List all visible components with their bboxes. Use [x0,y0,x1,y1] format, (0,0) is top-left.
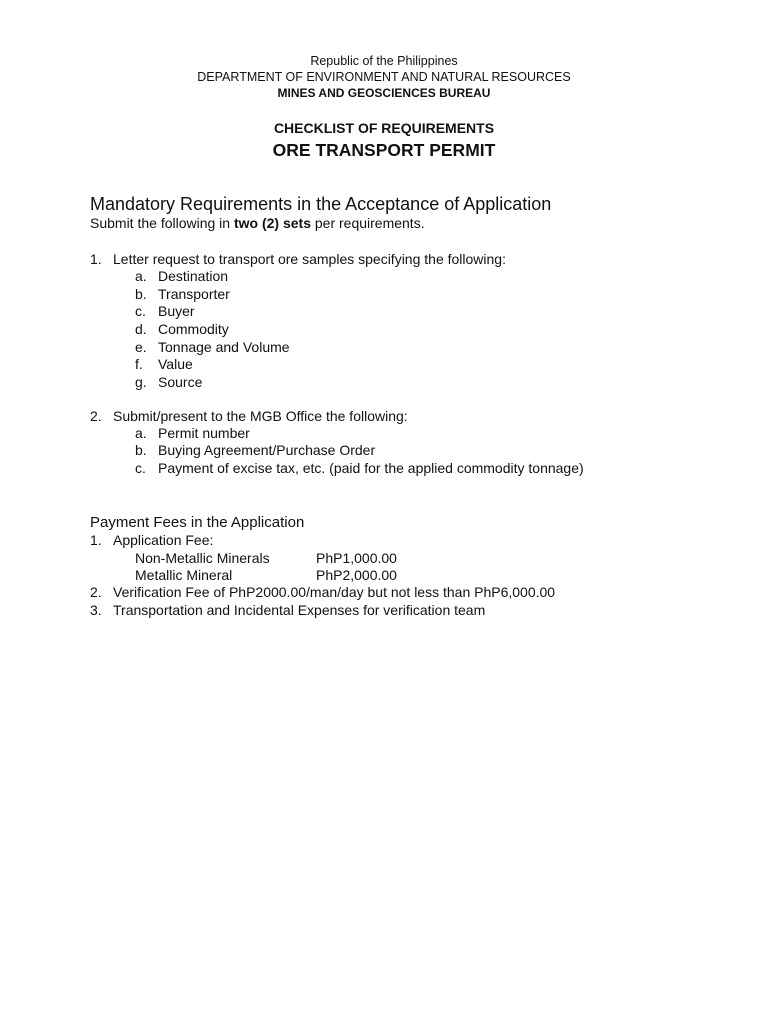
payment-item-1-text: Application Fee: [113,532,214,548]
list-item: Permit number [158,425,250,441]
mandatory-section-title: Mandatory Requirements in the Acceptance of Application [90,194,552,214]
req-item-2-text: Submit/present to the MGB Office the following: [113,408,408,424]
req-item-1-number: 1. [90,251,102,267]
list-item-letter: a. [135,268,147,284]
payment-item-2-text: Verification Fee of PhP2000.00/man/day but not less than PhP6,000.00 [113,584,556,600]
intro-prefix: Submit the following in [90,215,234,231]
list-item-letter: e. [135,339,147,355]
list-item-letter: c. [135,303,146,319]
intro-suffix: per requirements. [310,215,425,231]
list-item: Source [158,374,203,390]
mandatory-intro [90,215,425,233]
list-item-letter: d. [135,321,147,337]
payment-item-3-text: Transportation and Incidental Expenses for verification team [113,602,486,618]
list-item: Commodity [158,321,229,337]
permit-title: ORE TRANSPORT PERMIT [272,140,496,160]
list-item: Tonnage and Volume [158,339,290,355]
fee-amount-non-metallic: PhP1,000.00 [316,550,397,566]
list-item-letter: b. [135,286,147,302]
list-item-letter: c. [135,460,146,476]
list-item-letter: b. [135,442,147,458]
payment-item-1-number: 1. [90,532,102,548]
payment-section-title: Payment Fees in the Application [90,514,305,531]
req-item-2-number: 2. [90,408,102,424]
list-item-letter: a. [135,425,147,441]
fee-label-metallic: Metallic Mineral [135,567,233,583]
list-item: Value [158,356,193,372]
payment-item-2-number: 2. [90,584,102,600]
list-item: Payment of excise tax, etc. (paid for the applied commodity tonnage) [158,460,584,476]
checklist-title: CHECKLIST OF REQUIREMENTS [273,120,495,136]
list-item-letter: g. [135,374,147,390]
header-department: DEPARTMENT OF ENVIRONMENT AND NATURAL RESOURCES [197,70,571,84]
intro-bold: two (2) sets [233,215,311,231]
list-item: Buying Agreement/Purchase Order [158,442,376,458]
fee-amount-metallic: PhP2,000.00 [316,567,397,583]
req-item-1-text: Letter request to transport ore samples specifying the following: [113,251,506,267]
header-republic: Republic of the Philippines [310,54,458,68]
header-bureau: MINES AND GEOSCIENCES BUREAU [277,86,491,100]
list-item-letter: f. [135,356,143,372]
fee-label-non-metallic: Non-Metallic Minerals [135,550,270,566]
payment-item-3-number: 3. [90,602,102,618]
list-item: Destination [158,268,229,284]
list-item: Buyer [158,303,195,319]
list-item: Transporter [158,286,230,302]
